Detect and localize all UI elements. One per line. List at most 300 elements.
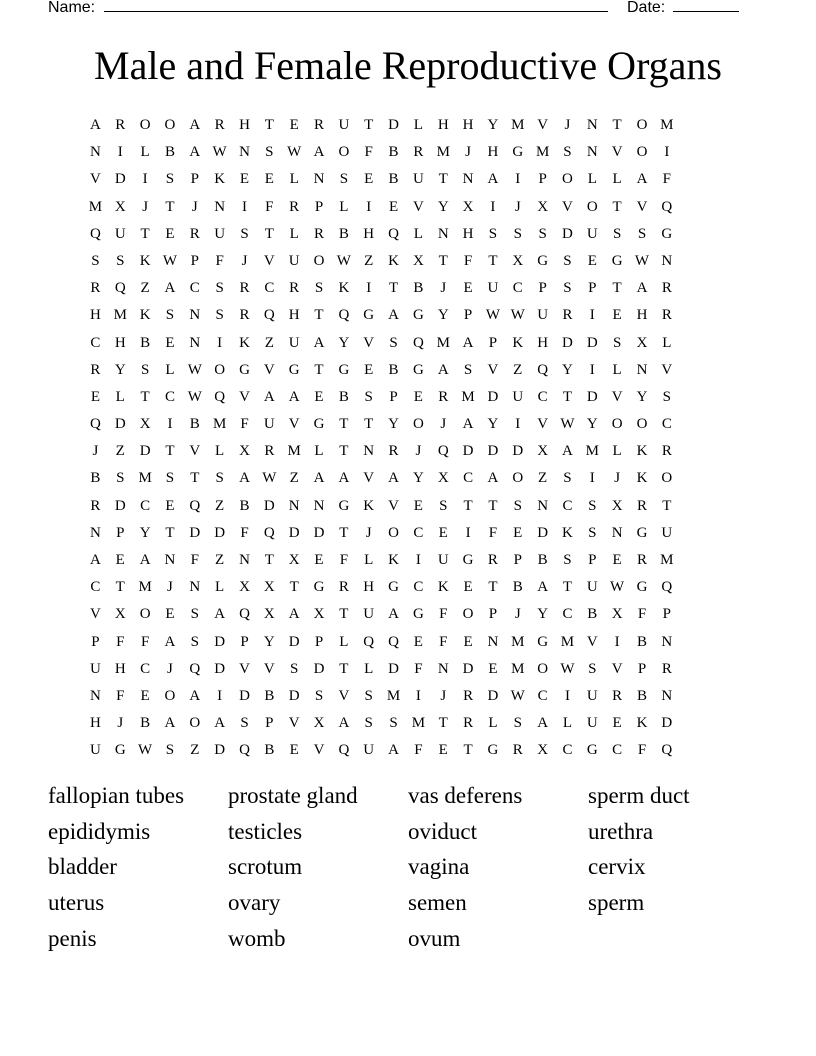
grid-letter: L — [587, 171, 597, 188]
grid-letter: H — [537, 334, 549, 351]
grid-letter: R — [661, 660, 672, 677]
grid-letter: R — [289, 198, 300, 215]
grid-letter: L — [339, 198, 349, 215]
grid-letter: Y — [562, 361, 573, 378]
grid-row — [83, 277, 679, 304]
grid-letter: P — [488, 606, 498, 623]
grid-letter: I — [564, 687, 570, 704]
grid-letter: Q — [239, 606, 250, 623]
grid-letter: F — [414, 660, 423, 677]
grid-letter: F — [439, 606, 448, 623]
grid-letter: I — [415, 552, 421, 568]
grid-letter: N — [239, 144, 250, 161]
grid-letter: D — [388, 117, 399, 133]
grid-row — [83, 141, 679, 168]
grid-letter: A — [487, 470, 499, 487]
grid-letter: E — [115, 552, 125, 568]
grid-letter: A — [288, 606, 300, 623]
grid-letter: Q — [661, 742, 673, 759]
grid-letter: P — [538, 280, 547, 297]
grid-letter: S — [165, 171, 175, 188]
grid-letter: D — [263, 497, 275, 514]
grid-letter: V — [363, 470, 375, 487]
grid-letter: E — [289, 742, 299, 759]
grid-letter: I — [241, 198, 247, 215]
grid-letter: U — [214, 225, 226, 242]
grid-letter: T — [314, 307, 324, 324]
grid-letter: S — [389, 334, 398, 351]
grid-letter: Q — [214, 388, 226, 405]
grid-letter: T — [165, 443, 175, 460]
grid-letter: R — [512, 742, 523, 759]
grid-letter: A — [189, 117, 201, 133]
grid-letter: N — [313, 497, 325, 514]
grid-letter: D — [313, 524, 325, 541]
grid-letter: S — [513, 497, 522, 514]
grid-letter: Z — [215, 497, 225, 514]
grid-letter: V — [263, 252, 275, 269]
grid-letter: T — [562, 579, 573, 596]
grid-letter: P — [240, 633, 249, 650]
grid-letter: V — [239, 388, 250, 405]
grid-letter: A — [189, 144, 201, 161]
grid-letter: V — [611, 660, 623, 677]
grid-letter: A — [164, 280, 176, 297]
grid-letter: S — [463, 361, 473, 378]
name-field[interactable] — [104, 0, 608, 12]
grid-letter: M — [88, 198, 103, 215]
grid-letter: U — [338, 117, 350, 133]
grid-letter: L — [364, 660, 374, 677]
grid-letter: L — [413, 225, 423, 242]
grid-letter: J — [440, 687, 447, 704]
grid-letter: C — [164, 388, 175, 405]
grid-letter: F — [439, 633, 448, 650]
grid-letter: N — [487, 633, 499, 650]
grid-letter: S — [240, 715, 249, 732]
grid-letter: A — [239, 470, 250, 487]
grid-letter: R — [214, 117, 225, 133]
grid-letter: P — [637, 660, 647, 677]
grid-letter: X — [114, 198, 126, 215]
grid-letter: S — [563, 470, 572, 487]
grid-letter: S — [165, 307, 175, 324]
word-bank-item: womb — [228, 925, 286, 951]
grid-letter: D — [512, 443, 524, 460]
grid-letter: O — [139, 606, 151, 623]
grid-letter: R — [388, 443, 399, 460]
grid-letter: O — [636, 117, 648, 133]
grid-letter: C — [189, 280, 200, 297]
grid-letter: Z — [115, 443, 125, 460]
grid-letter: T — [488, 579, 498, 596]
grid-letter: U — [90, 742, 101, 759]
grid-letter: A — [313, 144, 325, 161]
grid-letter: S — [190, 633, 199, 650]
grid-letter: E — [513, 524, 523, 541]
word-bank-item: prostate gland — [228, 783, 358, 808]
grid-letter: U — [487, 280, 499, 297]
grid-letter: C — [562, 497, 573, 514]
grid-letter: F — [662, 171, 671, 188]
grid-letter: E — [165, 497, 175, 514]
grid-letter: A — [164, 715, 176, 732]
grid-letter: J — [564, 117, 571, 133]
grid-letter: S — [588, 660, 597, 677]
grid-letter: S — [439, 497, 448, 514]
grid-letter: O — [388, 524, 399, 541]
grid-letter: W — [560, 660, 575, 677]
grid-letter: L — [612, 361, 622, 378]
grid-letter: S — [265, 144, 274, 161]
grid-letter: I — [664, 144, 670, 161]
grid-letter: N — [661, 687, 673, 704]
letter-grid — [83, 114, 679, 767]
date-field[interactable] — [673, 0, 739, 12]
grid-letter: K — [239, 334, 250, 351]
grid-letter: E — [264, 171, 274, 188]
grid-letter: V — [239, 660, 250, 677]
grid-letter: X — [462, 198, 474, 215]
grid-letter: C — [463, 470, 474, 487]
grid-row — [83, 631, 679, 658]
word-bank-item: ovary — [228, 890, 281, 916]
grid-letter: Q — [189, 660, 201, 677]
grid-letter: M — [585, 443, 599, 460]
grid-letter: B — [338, 225, 349, 242]
grid-row — [83, 223, 679, 250]
word-bank-item: vas deferens — [408, 783, 523, 808]
grid-letter: F — [215, 252, 224, 269]
grid-letter: T — [264, 552, 274, 568]
grid-letter: U — [586, 687, 598, 704]
grid-letter: F — [637, 606, 647, 623]
grid-letter: S — [240, 225, 249, 242]
grid-letter: S — [364, 388, 373, 405]
grid-letter: F — [140, 633, 150, 650]
grid-letter: P — [488, 334, 498, 351]
grid-letter: L — [562, 715, 573, 732]
grid-letter: R — [612, 687, 623, 704]
grid-letter: P — [314, 633, 324, 650]
grid-letter: T — [115, 579, 125, 596]
grid-letter: I — [515, 416, 521, 433]
grid-letter: H — [90, 715, 101, 732]
grid-letter: I — [589, 470, 595, 487]
grid-letter: T — [488, 497, 498, 514]
grid-letter: I — [465, 524, 471, 541]
grid-letter: N — [239, 552, 250, 568]
grid-letter: B — [90, 470, 101, 487]
grid-letter: N — [636, 361, 648, 378]
grid-letter: V — [263, 660, 275, 677]
grid-letter: V — [562, 198, 573, 215]
grid-letter: J — [365, 524, 372, 541]
grid-letter: K — [214, 171, 226, 188]
grid-letter: G — [412, 361, 424, 378]
grid-letter: A — [214, 715, 226, 732]
grid-letter: D — [139, 443, 151, 460]
grid-letter: X — [512, 252, 524, 269]
grid-letter: J — [167, 579, 173, 596]
grid-letter: B — [264, 687, 275, 704]
grid-letter: W — [187, 361, 202, 378]
grid-letter: I — [515, 171, 521, 188]
grid-letter: K — [636, 443, 648, 460]
grid-letter: U — [586, 579, 598, 596]
grid-letter: I — [366, 280, 372, 297]
grid-letter: R — [338, 579, 349, 596]
grid-letter: C — [512, 280, 523, 297]
grid-letter: B — [239, 497, 250, 514]
grid-letter: A — [388, 470, 399, 487]
grid-letter: U — [537, 307, 549, 324]
grid-letter: O — [139, 117, 151, 133]
grid-letter: J — [142, 198, 149, 215]
grid-letter: N — [189, 579, 201, 596]
grid-letter: A — [537, 579, 549, 596]
grid-letter: N — [586, 117, 598, 133]
grid-letter: Y — [338, 334, 350, 351]
grid-letter: E — [140, 687, 150, 704]
grid-letter: Y — [263, 633, 275, 650]
grid-letter: D — [462, 443, 474, 460]
grid-letter: B — [388, 144, 399, 161]
grid-letter: M — [386, 687, 401, 704]
grid-letter: N — [611, 524, 623, 541]
grid-letter: X — [537, 198, 549, 215]
word-bank-item: cervix — [588, 854, 646, 880]
word-bank-item: ovum — [408, 925, 461, 951]
grid-letter: S — [588, 524, 597, 541]
grid-letter: T — [339, 524, 349, 541]
grid-letter: U — [363, 742, 375, 759]
grid-letter: A — [338, 470, 350, 487]
grid-letter: S — [563, 144, 572, 161]
grid-letter: T — [314, 361, 324, 378]
grid-letter: Q — [263, 307, 275, 324]
grid-letter: A — [462, 416, 474, 433]
grid-row — [83, 685, 679, 712]
grid-letter: B — [388, 171, 399, 188]
grid-letter: T — [339, 443, 349, 460]
grid-letter: P — [190, 252, 199, 269]
grid-letter: A — [313, 470, 325, 487]
grid-letter: X — [263, 579, 275, 596]
grid-letter: V — [90, 606, 101, 623]
grid-letter: J — [514, 606, 521, 623]
grid-letter: I — [589, 361, 595, 378]
grid-letter: G — [412, 606, 424, 623]
grid-letter: Z — [140, 280, 150, 297]
grid-letter: K — [338, 280, 350, 297]
grid-letter: N — [586, 144, 598, 161]
grid-letter: S — [488, 225, 498, 242]
grid-letter: L — [115, 388, 125, 405]
grid-letter: O — [412, 416, 424, 433]
grid-letter: P — [463, 307, 473, 324]
grid-letter: D — [239, 687, 250, 704]
grid-letter: R — [562, 307, 573, 324]
grid-letter: E — [463, 579, 473, 596]
grid-letter: F — [116, 633, 125, 650]
grid-letter: P — [314, 198, 324, 215]
grid-letter: S — [91, 252, 100, 269]
grid-letter: N — [437, 660, 449, 677]
grid-letter: A — [437, 361, 449, 378]
grid-letter: N — [288, 497, 300, 514]
grid-letter: D — [562, 225, 573, 242]
grid-letter: E — [612, 552, 622, 568]
grid-letter: C — [562, 606, 573, 623]
grid-letter: T — [488, 252, 498, 269]
grid-letter: E — [388, 198, 399, 215]
grid-letter: B — [140, 715, 151, 732]
grid-letter: E — [314, 552, 324, 568]
grid-letter: B — [512, 579, 523, 596]
grid-letter: B — [164, 144, 175, 161]
grid-letter: M — [461, 388, 475, 405]
word-bank-row — [48, 853, 768, 889]
grid-letter: Q — [388, 225, 399, 242]
word-bank-item: oviduct — [408, 818, 477, 844]
grid-letter: S — [612, 334, 622, 351]
grid-letter: X — [537, 443, 549, 460]
grid-letter: O — [164, 117, 176, 133]
grid-letter: D — [214, 524, 226, 541]
grid-letter: U — [90, 660, 101, 677]
grid-letter: L — [289, 225, 299, 242]
grid-row — [83, 603, 679, 630]
grid-letter: V — [338, 687, 350, 704]
grid-letter: M — [138, 579, 152, 596]
grid-letter: P — [588, 552, 597, 568]
grid-letter: F — [339, 552, 349, 568]
grid-letter: Q — [90, 225, 101, 242]
grid-letter: P — [538, 171, 547, 188]
word-bank-item: urethra — [588, 818, 654, 844]
grid-letter: F — [364, 144, 373, 161]
grid-row — [83, 440, 679, 467]
grid-letter: W — [510, 687, 525, 704]
grid-letter: W — [187, 388, 202, 405]
grid-letter: M — [436, 334, 450, 351]
grid-letter: X — [139, 416, 151, 433]
grid-letter: P — [588, 280, 597, 297]
grid-letter: B — [537, 552, 548, 568]
grid-letter: M — [511, 117, 525, 133]
grid-letter: B — [413, 280, 424, 297]
grid-letter: M — [113, 307, 127, 324]
word-bank-item: penis — [48, 925, 97, 951]
grid-letter: K — [437, 579, 449, 596]
grid-letter: D — [214, 660, 226, 677]
grid-letter: T — [140, 388, 150, 405]
grid-letter: L — [215, 579, 225, 596]
grid-letter: O — [636, 144, 648, 161]
grid-letter: X — [263, 606, 275, 623]
grid-letter: R — [115, 117, 126, 133]
grid-letter: M — [660, 117, 674, 133]
grid-letter: M — [560, 633, 575, 650]
grid-letter: R — [239, 280, 250, 297]
grid-letter: Y — [114, 361, 126, 378]
grid-letter: J — [614, 470, 621, 487]
grid-letter: H — [462, 117, 474, 133]
grid-letter: U — [114, 225, 126, 242]
grid-letter: E — [165, 606, 175, 623]
word-bank-item: epididymis — [48, 818, 151, 844]
grid-letter: M — [212, 416, 227, 433]
grid-letter: K — [139, 307, 151, 324]
grid-row — [83, 495, 679, 522]
grid-letter: J — [92, 443, 99, 460]
grid-letter: J — [440, 416, 447, 433]
grid-letter: E — [488, 660, 498, 677]
grid-letter: C — [140, 497, 151, 514]
grid-letter: W — [610, 579, 625, 596]
grid-letter: H — [363, 225, 375, 242]
grid-letter: P — [389, 388, 398, 405]
grid-letter: F — [637, 742, 647, 759]
grid-letter: F — [240, 524, 249, 541]
grid-letter: W — [162, 252, 178, 269]
grid-letter: I — [117, 144, 123, 161]
grid-letter: D — [288, 687, 300, 704]
grid-letter: H — [239, 117, 250, 133]
grid-row — [83, 386, 679, 413]
grid-letter: V — [636, 198, 648, 215]
grid-letter: N — [363, 443, 375, 460]
grid-letter: Z — [513, 361, 523, 378]
grid-letter: M — [138, 470, 152, 487]
grid-letter: B — [587, 606, 598, 623]
grid-letter: S — [563, 280, 572, 297]
grid-letter: E — [438, 742, 448, 759]
grid-letter: C — [537, 687, 548, 704]
grid-letter: L — [612, 443, 622, 460]
grid-letter: A — [636, 280, 648, 297]
grid-letter: N — [90, 524, 101, 541]
grid-letter: S — [389, 715, 398, 732]
grid-letter: T — [140, 225, 150, 242]
grid-letter: R — [239, 307, 250, 324]
grid-letter: H — [90, 307, 101, 324]
grid-letter: D — [462, 660, 474, 677]
grid-letter: Q — [114, 280, 126, 297]
grid-letter: P — [190, 171, 199, 188]
grid-letter: O — [214, 361, 226, 378]
grid-letter: R — [636, 552, 647, 568]
grid-row — [83, 522, 679, 549]
grid-letter: N — [164, 552, 176, 568]
grid-row — [83, 168, 679, 195]
grid-letter: U — [412, 171, 424, 188]
grid-letter: P — [116, 524, 125, 541]
grid-letter: B — [636, 633, 647, 650]
grid-letter: M — [287, 443, 301, 460]
grid-letter: K — [512, 334, 524, 351]
grid-letter: D — [313, 660, 325, 677]
grid-letter: E — [364, 171, 374, 188]
grid-letter: G — [586, 742, 598, 759]
grid-letter: A — [562, 443, 573, 460]
grid-letter: G — [338, 361, 350, 378]
grid-letter: Y — [487, 117, 499, 133]
grid-letter: T — [662, 497, 672, 514]
grid-letter: G — [611, 252, 623, 269]
grid-letter: C — [413, 579, 424, 596]
